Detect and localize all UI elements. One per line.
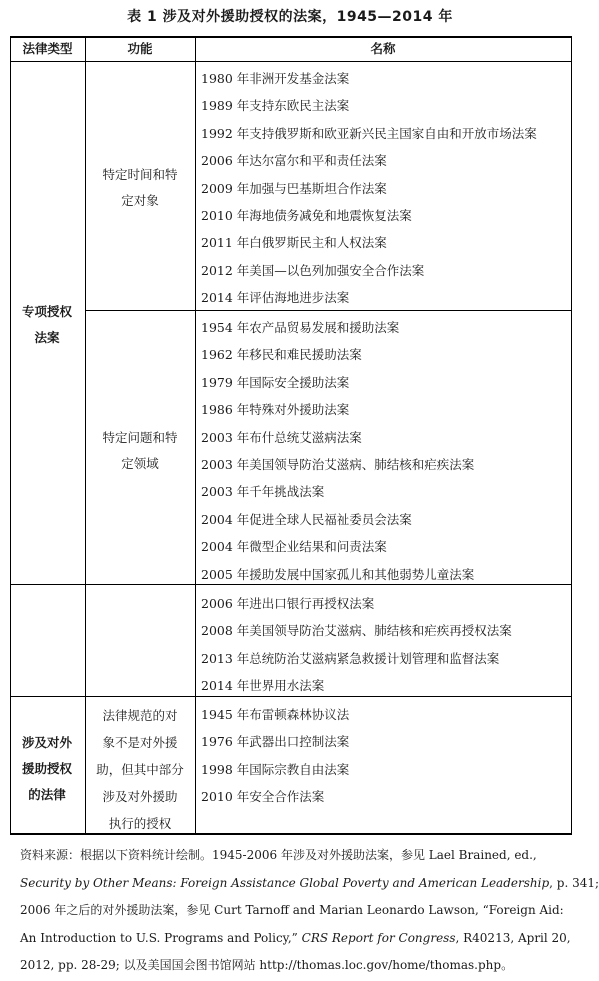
- column-divider: [195, 37, 196, 834]
- category-line: 的法律: [28, 787, 66, 802]
- function-line: 助，但其中部分: [96, 762, 184, 777]
- header-function: 功能: [127, 41, 153, 56]
- law-item: 2005 年援助发展中国家孤儿和其他弱势儿童法案: [201, 566, 475, 582]
- category-line: 涉及对外: [21, 735, 72, 750]
- source-note-text: , R40213, April 20,: [455, 930, 571, 945]
- header-bottom-rule: [10, 61, 572, 62]
- function-line: 定领域: [121, 456, 159, 471]
- law-item: 2010 年安全合作法案: [201, 789, 325, 805]
- law-item: 1986 年特殊对外援助法案: [201, 402, 350, 418]
- law-item: 1992 年支持俄罗斯和欧亚新兴民主国家自由和开放市场法案: [201, 125, 537, 141]
- function-line: 涉及对外援助: [102, 789, 178, 804]
- law-list: [201, 590, 571, 700]
- law-item: 1954 年农产品贸易发展和援助法案: [201, 320, 400, 335]
- source-note-line: [20, 925, 571, 953]
- law-item: 1976 年武器出口控制法案: [201, 734, 350, 750]
- law-item: 2014 年评估海地进步法案: [201, 290, 350, 306]
- category-line: 专项授权: [21, 304, 72, 319]
- source-note-text: , p. 341;: [549, 875, 599, 890]
- function-line: 特定时间和特: [102, 167, 178, 182]
- column-divider: [571, 37, 572, 834]
- book-title: Security by Other Means: Foreign Assistance Global Poverty and American Leadership: [20, 875, 550, 890]
- law-list: [201, 701, 571, 811]
- law-item: 2014 年世界用水法案: [201, 678, 325, 694]
- category-cell: [10, 299, 84, 351]
- source-note-line: 2012, pp. 28-29; 以及美国国会图书馆网站 http://thomas.loc.gov/home/thomas.php。: [20, 958, 514, 972]
- law-list: [201, 314, 571, 588]
- category-line: 法案: [34, 330, 60, 345]
- function-line: 象不是对外援: [102, 735, 178, 750]
- source-note-line: [20, 870, 599, 898]
- function-cell: [85, 162, 195, 214]
- law-item: 2004 年促进全球人民福祉委员会法案: [201, 511, 412, 527]
- function-line: 定对象: [121, 193, 159, 208]
- source-note: [20, 842, 599, 980]
- table-title: 表 1 涉及对外援助授权的法案，1945—2014 年: [127, 9, 453, 25]
- law-item: 2006 年进出口银行再授权法案: [201, 596, 375, 611]
- function-line: 执行的授权: [108, 816, 172, 831]
- law-item: 1989 年支持东欧民主法案: [201, 98, 350, 114]
- law-item: 1962 年移民和难民援助法案: [201, 347, 362, 363]
- law-item: 2011 年白俄罗斯民主和人权法案: [201, 235, 387, 251]
- law-item: 2003 年千年挑战法案: [201, 484, 325, 500]
- law-item: 2010 年海地债务减免和地震恢复法案: [201, 207, 412, 223]
- function-cell: [85, 425, 195, 477]
- header-law-type: 法律类型: [22, 41, 73, 56]
- report-title: CRS Report for Congress: [301, 930, 456, 945]
- law-item: 2003 年布什总统艾滋病法案: [201, 429, 362, 445]
- law-item: 1998 年国际宗教自由法案: [201, 761, 350, 777]
- header-name: 名称: [370, 41, 396, 56]
- law-item: 1979 年国际安全援助法案: [201, 374, 350, 390]
- law-item: 2013 年总统防治艾滋病紧急救援计划管理和监督法案: [201, 650, 500, 666]
- law-item: 1945 年布雷顿森林协议法: [201, 707, 350, 722]
- category-cell: [10, 730, 84, 808]
- category-line: 援助授权: [21, 761, 72, 776]
- function-line: 法律规范的对: [102, 708, 178, 723]
- function-line: 特定问题和特: [102, 430, 178, 445]
- source-note-line: 资料来源：根据以下资料统计绘制。1945-2006 年涉及对外援助法案，参见 Lael Brained, ed.,: [20, 848, 537, 862]
- source-note-text: An Introduction to U.S. Programs and Policy,”: [20, 930, 298, 945]
- law-item: 2012 年美国—以色列加强安全合作法案: [201, 262, 425, 278]
- law-item: 2003 年美国领导防治艾滋病、肺结核和疟疾法案: [201, 456, 475, 472]
- law-item: 2008 年美国领导防治艾滋病、肺结核和疟疾再授权法案: [201, 623, 512, 639]
- law-item: 2004 年微型企业结果和问责法案: [201, 539, 387, 555]
- law-item: 1980 年非洲开发基金法案: [201, 71, 350, 86]
- source-note-line: 2006 年之后的对外援助法案，参见 Curt Tarnoff and Marian Leonardo Lawson, “Foreign Aid:: [20, 903, 564, 917]
- law-list: [201, 65, 571, 312]
- law-item: 2006 年达尔富尔和平和责任法案: [201, 153, 387, 169]
- function-cell: [85, 702, 195, 837]
- column-divider: [10, 37, 11, 834]
- law-item: 2009 年加强与巴基斯坦合作法案: [201, 180, 387, 196]
